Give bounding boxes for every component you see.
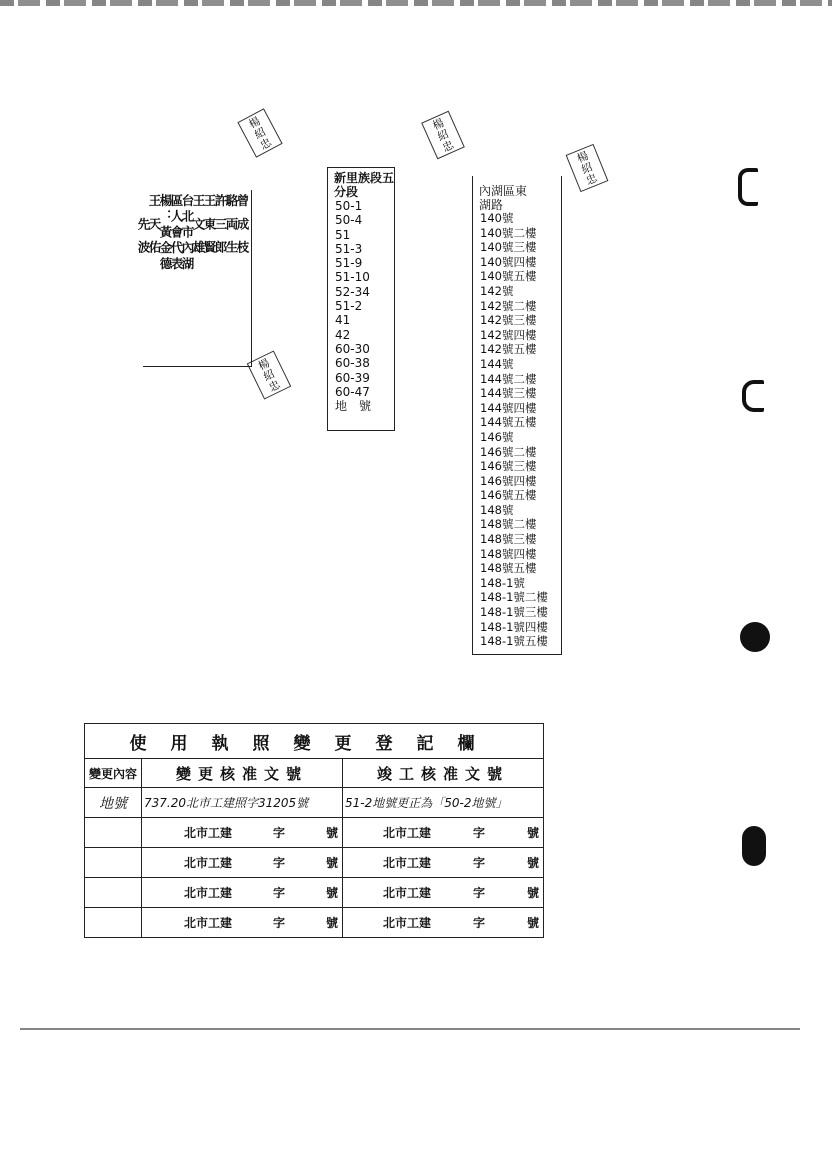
seal-stamp-4: 楊 紹 忠 — [247, 350, 291, 399]
blank-suffix: 號 — [526, 856, 539, 870]
seal-stamp-2: 楊 紹 忠 — [421, 111, 465, 160]
lot-item: 60-39 — [335, 370, 370, 385]
seal-stamp-3: 楊 紹 忠 — [566, 144, 609, 192]
address-item: 146號三樓 — [480, 459, 537, 474]
owner-col: 王 東 賢 — [202, 194, 217, 257]
lot-item: 60-47 — [335, 384, 370, 399]
row1-completion: 51-2地號更正為「50-2地號」 — [343, 788, 544, 818]
address-item: 144號 — [480, 356, 514, 371]
blank-approval-cell — [142, 818, 343, 848]
address-header-2: 湖路 — [479, 198, 504, 212]
register-title-row — [85, 724, 544, 759]
blank-completion-cell — [343, 848, 544, 878]
lot-item: 50-4 — [335, 213, 363, 228]
col-change-content: 變更內容 — [85, 759, 142, 788]
blank-char: 字 — [272, 826, 285, 840]
owner-col: 先 波 — [136, 194, 151, 257]
address-item: 142號三樓 — [480, 313, 537, 328]
address-item: 148號二樓 — [480, 517, 537, 532]
owner-col: 王 天 佑 — [147, 194, 162, 257]
address-item: 146號二樓 — [480, 444, 537, 459]
blank-approval-cell — [142, 848, 343, 878]
blank-char: 字 — [272, 916, 285, 930]
address-item: 148號 — [480, 502, 514, 517]
punch-hole-mark — [738, 168, 758, 206]
address-item: 140號二樓 — [480, 225, 537, 240]
table-row — [85, 788, 544, 818]
address-item: 142號五樓 — [480, 342, 537, 357]
lot-item: 60-30 — [335, 341, 370, 356]
empty-cell — [85, 818, 142, 848]
lot-item: 51-2 — [335, 299, 363, 314]
blank-completion-cell — [343, 908, 544, 938]
row1-approval: 737.20北市工建照字31205號 — [142, 788, 343, 818]
blank-suffix: 號 — [526, 826, 539, 840]
owner-col: 王 文 雄 — [191, 194, 206, 257]
blank-char: 字 — [272, 886, 285, 900]
table-row — [85, 908, 544, 938]
blank-suffix: 號 — [325, 886, 338, 900]
blank-char: 字 — [472, 916, 485, 930]
address-item: 142號 — [480, 283, 514, 298]
owner-col: 楊：黃金德 — [158, 194, 173, 273]
blank-approval-cell — [142, 878, 343, 908]
lot-item: 50-1 — [335, 199, 363, 213]
address-item: 146號五樓 — [480, 488, 537, 503]
address-item: 148-1號四樓 — [480, 619, 548, 634]
address-header-1: 內湖區東 — [479, 184, 528, 198]
seal-stamp-1: 楊 紹 忠 — [237, 108, 282, 157]
land-lot-box — [327, 167, 395, 431]
owner-col: 區人會代表 — [169, 194, 184, 273]
address-item: 140號 — [480, 211, 514, 225]
lot-item: 51 — [335, 227, 351, 242]
blank-prefix: 北市工建 — [383, 916, 432, 930]
address-item: 148-1號三樓 — [480, 605, 548, 620]
row1-content: 地號 — [85, 788, 142, 818]
blank-suffix: 號 — [526, 916, 539, 930]
lot-item: 42 — [335, 327, 351, 342]
table-row — [85, 848, 544, 878]
blank-char: 字 — [472, 886, 485, 900]
blank-suffix: 號 — [325, 826, 338, 840]
col-change-approval: 變更核准文號 — [142, 759, 343, 788]
blank-prefix: 北市工建 — [184, 826, 233, 840]
lot-item: 60-38 — [335, 356, 370, 371]
empty-cell — [85, 908, 142, 938]
blank-prefix: 北市工建 — [184, 916, 233, 930]
blank-prefix: 北市工建 — [383, 856, 432, 870]
punch-hole-mark — [742, 826, 766, 866]
address-item: 148號四樓 — [480, 546, 537, 561]
blank-suffix: 號 — [526, 886, 539, 900]
address-item: 148號五樓 — [480, 561, 537, 576]
lot-item: 51-9 — [335, 256, 363, 271]
table-row — [85, 818, 544, 848]
address-item: 148-1號五樓 — [480, 634, 548, 649]
scan-top-noise — [0, 0, 832, 6]
address-item: 140號四樓 — [480, 254, 537, 269]
owner-col: 駱 両 生 — [224, 194, 239, 257]
address-item: 146號四樓 — [480, 473, 537, 488]
address-item: 146號 — [480, 429, 514, 444]
address-item: 140號五樓 — [480, 269, 537, 284]
lot-item: 地 號 — [335, 399, 372, 414]
owner-col: 台北市內湖 — [180, 194, 195, 273]
address-item: 148號三樓 — [480, 532, 537, 547]
register-header-row — [85, 759, 544, 788]
owner-col: 曾 成 枝 — [235, 194, 250, 257]
address-item: 144號二樓 — [480, 371, 537, 386]
address-item: 148-1號 — [480, 575, 525, 590]
blank-char: 字 — [472, 856, 485, 870]
lot-item: 52-34 — [335, 284, 370, 299]
blank-char: 字 — [272, 856, 285, 870]
punch-hole-mark — [742, 380, 764, 412]
blank-completion-cell — [343, 878, 544, 908]
blank-char: 字 — [472, 826, 485, 840]
register-title: 使用執照變更登記欄 — [85, 724, 544, 759]
empty-cell — [85, 848, 142, 878]
address-item: 140號三樓 — [480, 240, 537, 255]
address-item: 144號四樓 — [480, 400, 537, 415]
lot-item: 41 — [335, 313, 351, 328]
punch-hole-mark — [740, 622, 770, 652]
scan-divider-line — [20, 1028, 800, 1030]
blank-prefix: 北市工建 — [383, 826, 432, 840]
blank-prefix: 北市工建 — [184, 886, 233, 900]
address-item: 142號四樓 — [480, 327, 537, 342]
address-item: 144號五樓 — [480, 415, 537, 430]
lot-item: 51-10 — [335, 270, 370, 285]
table-row — [85, 878, 544, 908]
owners-box — [136, 190, 252, 367]
blank-suffix: 號 — [325, 916, 338, 930]
blank-completion-cell — [343, 818, 544, 848]
blank-prefix: 北市工建 — [184, 856, 233, 870]
blank-prefix: 北市工建 — [383, 886, 432, 900]
col-completion-approval: 竣工核准文號 — [343, 759, 544, 788]
lot-header: 新里族段五分段 — [334, 171, 395, 199]
address-item: 142號二樓 — [480, 298, 537, 313]
license-change-register-table — [84, 723, 544, 938]
owner-col: 許 三 郎 — [213, 194, 228, 257]
address-item: 144號三樓 — [480, 386, 537, 401]
empty-cell — [85, 878, 142, 908]
lot-item: 51-3 — [335, 241, 363, 256]
blank-approval-cell — [142, 908, 343, 938]
blank-suffix: 號 — [325, 856, 338, 870]
address-item: 148-1號二樓 — [480, 590, 548, 605]
address-box — [472, 176, 562, 655]
